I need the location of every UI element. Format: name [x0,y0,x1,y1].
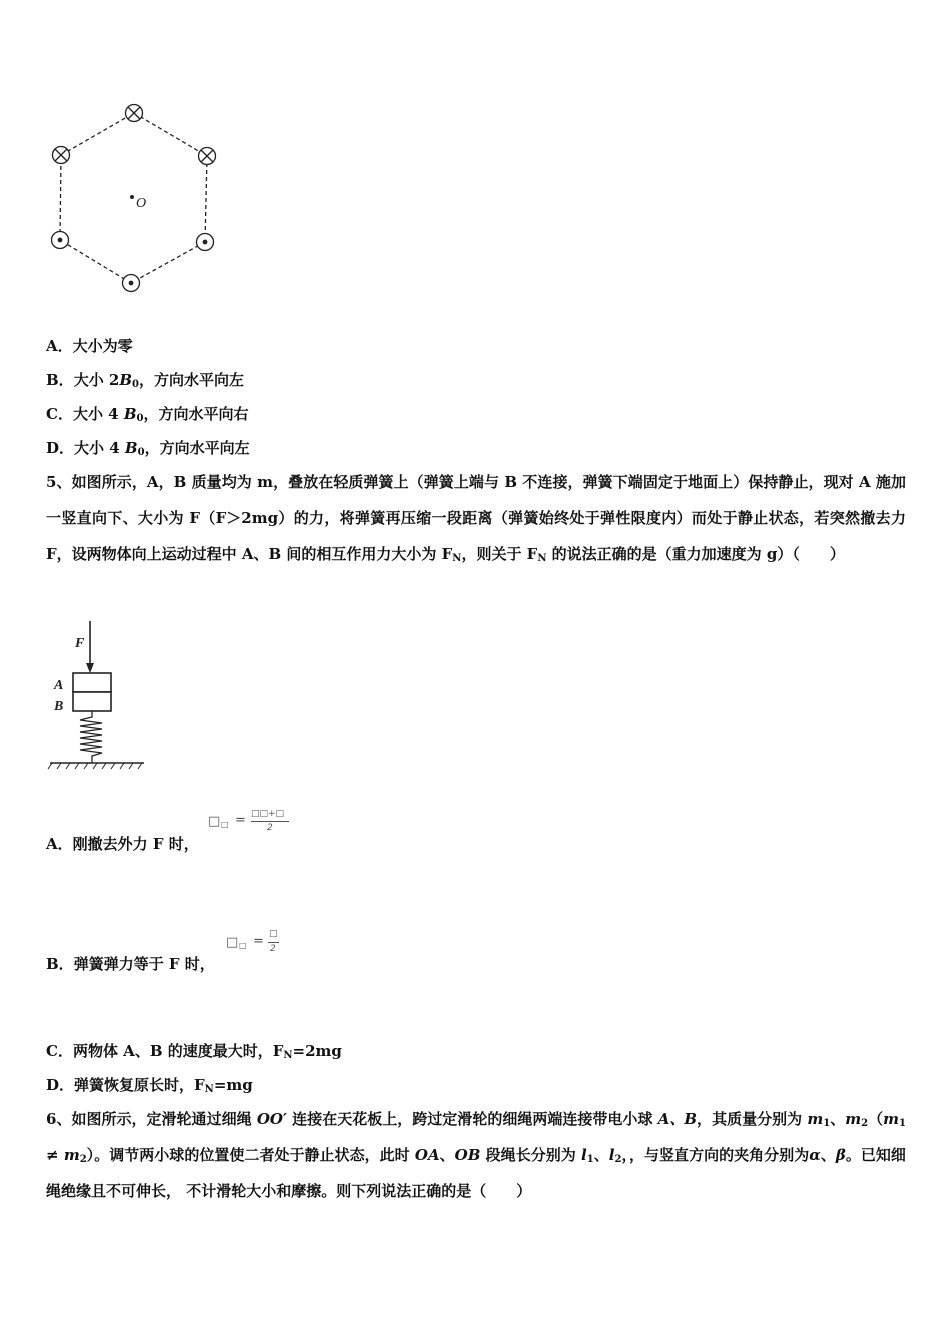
formula-numerator: □□+□ [251,809,285,819]
q6-text: 。已知细绳绝缘且不可伸长， 不计滑轮大小和摩擦。则下列说法正确的是（ ） [46,1146,906,1200]
spring [80,711,102,763]
subscript: 2 [79,1154,87,1165]
q5-stem [46,464,906,572]
option-text: 大小 4 [72,405,124,423]
current-into-page-icon-upper-left [53,147,70,164]
option-text-end: =2mg [292,1042,342,1060]
mass-symbol: m [883,1110,900,1128]
length-symbol: l [608,1146,615,1164]
q6-text: 、 [830,1110,846,1128]
subscript: 1 [586,1154,594,1165]
hexagon-current-diagram [40,95,240,305]
mass-symbol: m [807,1110,824,1128]
formula-eq: = [253,934,264,949]
q5-stem-text: 5、如图所示，A，B 质量均为 m，叠放在轻质弹簧上（弹簧上端与 B 不连接，弹簧下端固定于地面上）保持静止，现对 A 施加一竖直向下、大小为 F（F＞2mg）的力，将弹簧再压缩一段距离（弹簧始终处于弹性限度内）而处于静止状态，若突然撤去力 F，设两物体向上运动过程中 A、B 间的相互作用力大小为 F [46,473,906,563]
q6-text: 、 [820,1146,836,1164]
subscript: 1 [823,1118,831,1129]
q5-option-b-formula [226,928,286,960]
q6-text: 、 [439,1146,455,1164]
formula-denominator: 2 [270,944,276,954]
ball-symbols: A、B [657,1110,698,1128]
option-text: 弹簧恢复原长时，F [74,1076,205,1094]
formula-lhs: □ [226,935,239,950]
q6-text: 6、如图所示，定滑轮通过细绳 [46,1110,257,1128]
option-label: A． [46,835,73,853]
subscript: 1 [899,1118,906,1129]
center-label: O [136,196,147,211]
option-text-end: ，方向水平向左 [139,371,245,389]
q5-stem-text: 的说法正确的是（重力加速度为 g）（ ） [546,545,845,563]
force-label: F [75,636,85,651]
formula-sub: □ [221,820,229,829]
q4-option-a[interactable] [46,336,133,356]
segment-symbol: OB [454,1146,481,1164]
subscript: N [283,1050,293,1061]
subscript: 0 [136,413,144,424]
q4-option-b[interactable] [46,370,244,390]
block-b-label: B [54,699,64,714]
length-symbol: l [581,1146,587,1164]
mass-symbol: m [63,1146,80,1164]
option-text-end: =mg [213,1076,253,1094]
option-text: 两物体 A、B 的速度最大时，F [72,1042,284,1060]
rope-symbol: OO′ [256,1110,287,1128]
q6-text: ≠ [46,1146,64,1164]
subscript: N [204,1084,214,1095]
current-into-page-icon-top [126,105,143,122]
option-label: B． [46,955,74,973]
subscript: 2 [861,1118,869,1129]
formula-sub: □ [239,941,247,950]
q4-option-d[interactable] [46,438,250,458]
option-label: A． [46,337,73,355]
angle-symbol: α [809,1146,821,1164]
q6-text: 、 [593,1146,609,1164]
q6-text: ， [621,1146,629,1164]
option-label: C． [46,1042,73,1060]
option-text-end: ，方向水平向右 [143,405,249,423]
option-label: D． [46,439,75,457]
spring-blocks-diagram [44,615,154,775]
q6-text: 段绳长分别为 [480,1146,582,1164]
current-into-page-icon-upper-right [199,148,216,165]
q5-option-b[interactable] [46,954,215,974]
subscript: 2 [614,1154,622,1165]
subscript: 0 [137,447,145,458]
segment-symbol: OA [414,1146,440,1164]
option-text: 大小为零 [72,337,133,355]
block-b [73,692,111,711]
option-label: B． [46,371,74,389]
center-point [130,195,134,199]
q6-text: ，其质量分别为 [697,1110,808,1128]
formula-eq: = [235,813,246,828]
formula-lhs: □ [208,814,221,829]
q6-text: ） [86,1146,95,1164]
block-a [73,673,111,692]
option-text: 大小 4 [74,439,125,457]
q5-option-c[interactable] [46,1041,342,1061]
q6-text: （ [868,1110,884,1128]
option-label: D． [46,1076,75,1094]
field-symbol: B [123,405,137,423]
option-label: C． [46,405,73,423]
q5-option-a-formula [208,808,298,838]
block-a-label: A [54,678,64,693]
formula-numerator: □ [269,929,278,939]
field-symbol: B [124,439,138,457]
option-text-end: ，方向水平向左 [144,439,250,457]
q6-text: ，与竖直方向的夹角分别为 [628,1146,810,1164]
option-text: 刚撤去外力 F 时， [72,835,199,853]
subscript: N [537,553,547,564]
option-text: 大小 2 [73,371,120,389]
q6-text: 。调节两小球的位置使二者处于静止状态，此时 [94,1146,415,1164]
q5-option-a[interactable] [46,834,199,854]
subscript: N [452,553,462,564]
q4-option-c[interactable] [46,404,249,424]
q5-option-d[interactable] [46,1075,253,1095]
q5-stem-text: ，则关于 F [461,545,538,563]
field-symbol: B [119,371,133,389]
q6-text: 连接在天花板上，跨过定滑轮的细绳两端连接带电小球 [286,1110,658,1128]
mass-symbol: m [845,1110,862,1128]
option-text: 弹簧弹力等于 F 时， [73,955,215,973]
angle-symbol: β [835,1146,846,1164]
subscript: 0 [132,379,140,390]
q6-stem [46,1101,906,1209]
formula-denominator: 2 [267,823,273,833]
